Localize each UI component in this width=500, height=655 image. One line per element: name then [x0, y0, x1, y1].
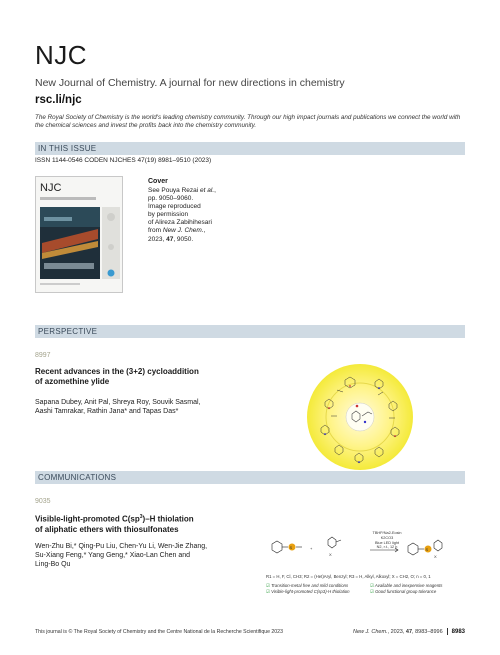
section-title: PERSPECTIVE — [38, 327, 98, 336]
features-right: ☑ Available and inexpensive reagents ☑ Good functional group tolerance — [370, 583, 443, 594]
features-left: ☑ Transition-metal free and mild conditions ☑ Visible-light-promoted C(sp3)-H thiolation — [266, 583, 350, 594]
cover-heading: Cover — [148, 178, 168, 185]
journal-abbreviation: NJC — [35, 40, 88, 70]
perspective-article-authors: Sapana Dubey, Anit Pal, Shreya Roy, Souvik Sasmal, Aashi Tamrakar, Rathin Jana* and Tapas Das* — [35, 399, 201, 415]
svg-text:X: X — [329, 552, 332, 557]
footer-page-number: 8983 — [451, 628, 465, 635]
page-number-perspective: 8997 — [35, 352, 51, 359]
section-band-perspective — [35, 325, 465, 338]
footer-copyright: This journal is © The Royal Society of Chemistry and the Centre National de la Recherche Scientifique 2023 — [35, 629, 283, 635]
checkmark-icon: ☑ — [266, 589, 270, 594]
reaction-conditions: TBHP/Na2-Eosin K2CO3 Blue LED light N2, r.t., 12 h — [372, 531, 402, 550]
page-number-communication: 9035 — [35, 498, 51, 505]
footer-separator — [447, 628, 448, 635]
section-title: COMMUNICATIONS — [38, 473, 117, 482]
section-title: IN THIS ISSUE — [38, 144, 97, 153]
communication-toc-scheme — [266, 528, 466, 610]
checkmark-icon: ☑ — [370, 589, 374, 594]
cover-image[interactable] — [35, 176, 123, 293]
perspective-article-title[interactable]: Recent advances in the (3+2) cycloaddition of azomethine ylide — [35, 367, 199, 386]
issn-line: ISSN 1144-0546 CODEN NJCHES 47(19) 8981–9510 (2023) — [35, 157, 212, 164]
journal-url-link[interactable]: rsc.li/njc — [35, 94, 82, 106]
section-band-communications — [35, 471, 465, 484]
checkmark-icon: ☑ — [370, 583, 374, 588]
svg-text:S: S — [289, 545, 293, 550]
substituent-scope: R1 = H, F, Cl, CH3; R2 = (Het)Aryl, Benzyl; R3 = H, Alkyl, Alkoxyl; X = CH2, O; n = 0, 1 — [266, 574, 431, 579]
checkmark-icon: ☑ — [266, 583, 270, 588]
svg-text:S: S — [425, 547, 429, 552]
cover-thumb-abbr: NJC — [40, 182, 62, 194]
journal-intro: The Royal Society of Chemistry is the world's leading chemistry community. Through our high impact journals and publications we connect the world with the chemical sciences and invest the profits back into the chemistry community. — [35, 114, 461, 129]
footer-citation: New J. Chem., 2023, 47, 8983–8996 8983 — [353, 628, 465, 635]
svg-text:X: X — [434, 554, 437, 559]
cover-description: See Pouya Rezai et al., pp. 9050–9060. Image reproduced by permission of Alireza Zabihihesari from New J. Chem., 2023, 47, 9050. — [148, 187, 216, 243]
perspective-toc-graphic — [305, 362, 415, 472]
section-band-in-this-issue — [35, 142, 465, 155]
communication-article-title[interactable]: Visible-light-promoted $C(sp^3)-H$ thiolation of aliphatic ethers with thiosulfonates — [35, 514, 194, 534]
journal-full-title: New Journal of Chemistry. A journal for new directions in chemistry — [35, 77, 345, 89]
svg-text:+: + — [310, 546, 313, 551]
communication-article-authors: Wen-Zhu Bi,* Qing-Pu Liu, Chen-Yu Li, Wen-Jie Zhang, Su-Xiang Feng,* Yang Geng,* Xiao-Lan Chen and Ling-Bo Qu — [35, 543, 208, 568]
reaction-scheme-drawing — [266, 528, 466, 572]
